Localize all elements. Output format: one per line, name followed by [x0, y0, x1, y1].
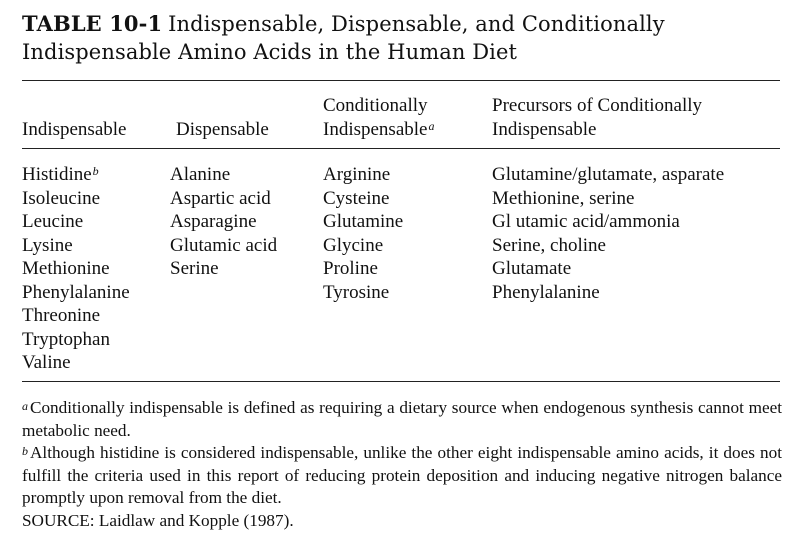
footnote-b — [22, 442, 782, 510]
cell-text: Histidine — [22, 164, 92, 185]
table-cell: Glutamic acid — [170, 234, 278, 256]
table-cell: Lysine — [22, 234, 73, 256]
table-cell: Glutamate — [492, 258, 572, 279]
footnote-a-text: Conditionally indispensable is defined as requiring a dietary source when endogenous synthesis cannot meet metabolic need. — [22, 398, 782, 440]
table-cell: Gl utamic acid/ammonia — [492, 211, 680, 232]
header-dispensable: Dispensable — [176, 119, 269, 140]
table-title-line-2: Indispensable Amino Acids in the Human Diet — [22, 40, 518, 64]
table-cell: Phenylalanine — [492, 281, 600, 303]
table-cell: Arginine — [323, 164, 391, 185]
table-cell: Tryptophan — [22, 328, 110, 350]
table-cell: Cysteine — [323, 187, 390, 209]
top-rule — [22, 80, 780, 81]
footnote-mark-a: a — [428, 118, 435, 133]
footnotes — [22, 397, 782, 532]
footnote-a — [22, 397, 782, 442]
header-conditionally-line-1: Conditionally — [323, 95, 428, 116]
header-precursors — [492, 94, 702, 141]
column-conditionally-indispensable — [323, 163, 403, 304]
bottom-rule — [22, 381, 780, 382]
footnote-mark-b: b — [92, 164, 99, 178]
footnote-b-mark: b — [22, 444, 28, 458]
table-cell: Glutamine — [323, 211, 404, 232]
table-cell: Valine — [22, 352, 71, 373]
table-cell: Asparagine — [170, 211, 257, 232]
header-conditionally-line-2-wrap — [323, 118, 434, 142]
header-precursors-line-2: Indispensable — [492, 118, 597, 140]
header-conditionally-indispensable — [323, 94, 434, 141]
table-cell: Aspartic acid — [170, 187, 271, 209]
source-note: SOURCE: Laidlaw and Kopple (1987). — [22, 510, 294, 530]
table-cell: Threonine — [22, 305, 101, 326]
table-title-line-1: Indispensable, Dispensable, and Conditionally — [168, 12, 665, 36]
table-cell: Methionine — [22, 258, 110, 279]
table-caption — [22, 10, 782, 66]
table-cell: Glutamine/glutamate, asparate — [492, 164, 725, 185]
footnote-a-mark: a — [22, 399, 28, 413]
table-cell: Proline — [323, 258, 378, 279]
column-precursors — [492, 163, 724, 304]
column-dispensable — [170, 163, 277, 281]
table-cell: Serine, choline — [492, 234, 606, 256]
table-cell: Phenylalanine — [22, 281, 130, 303]
table-cell: Tyrosine — [323, 281, 390, 303]
header-indispensable: Indispensable — [22, 119, 127, 140]
footnote-b-text: Although histidine is considered indispensable, unlike the other eight indispensable amino acids, it does not fulfill the criteria used in this report of reducing protein deposition and inducing negative nitrogen balance promptly upon removal from the diet. — [22, 443, 782, 507]
table-cell: Methionine, serine — [492, 187, 635, 209]
table-cell — [22, 163, 130, 187]
table-cell: Leucine — [22, 211, 84, 232]
column-indispensable — [22, 163, 130, 375]
header-precursors-line-1: Precursors of Conditionally — [492, 95, 703, 116]
table-cell: Isoleucine — [22, 187, 101, 209]
header-rule — [22, 148, 780, 149]
header-conditionally-line-2: Indispensable — [323, 118, 428, 140]
caption-line-1 — [22, 10, 782, 38]
table-cell: Glycine — [323, 234, 384, 256]
table-cell: Alanine — [170, 164, 231, 185]
table-cell: Serine — [170, 258, 219, 279]
table-number: TABLE 10-1 — [22, 11, 163, 36]
